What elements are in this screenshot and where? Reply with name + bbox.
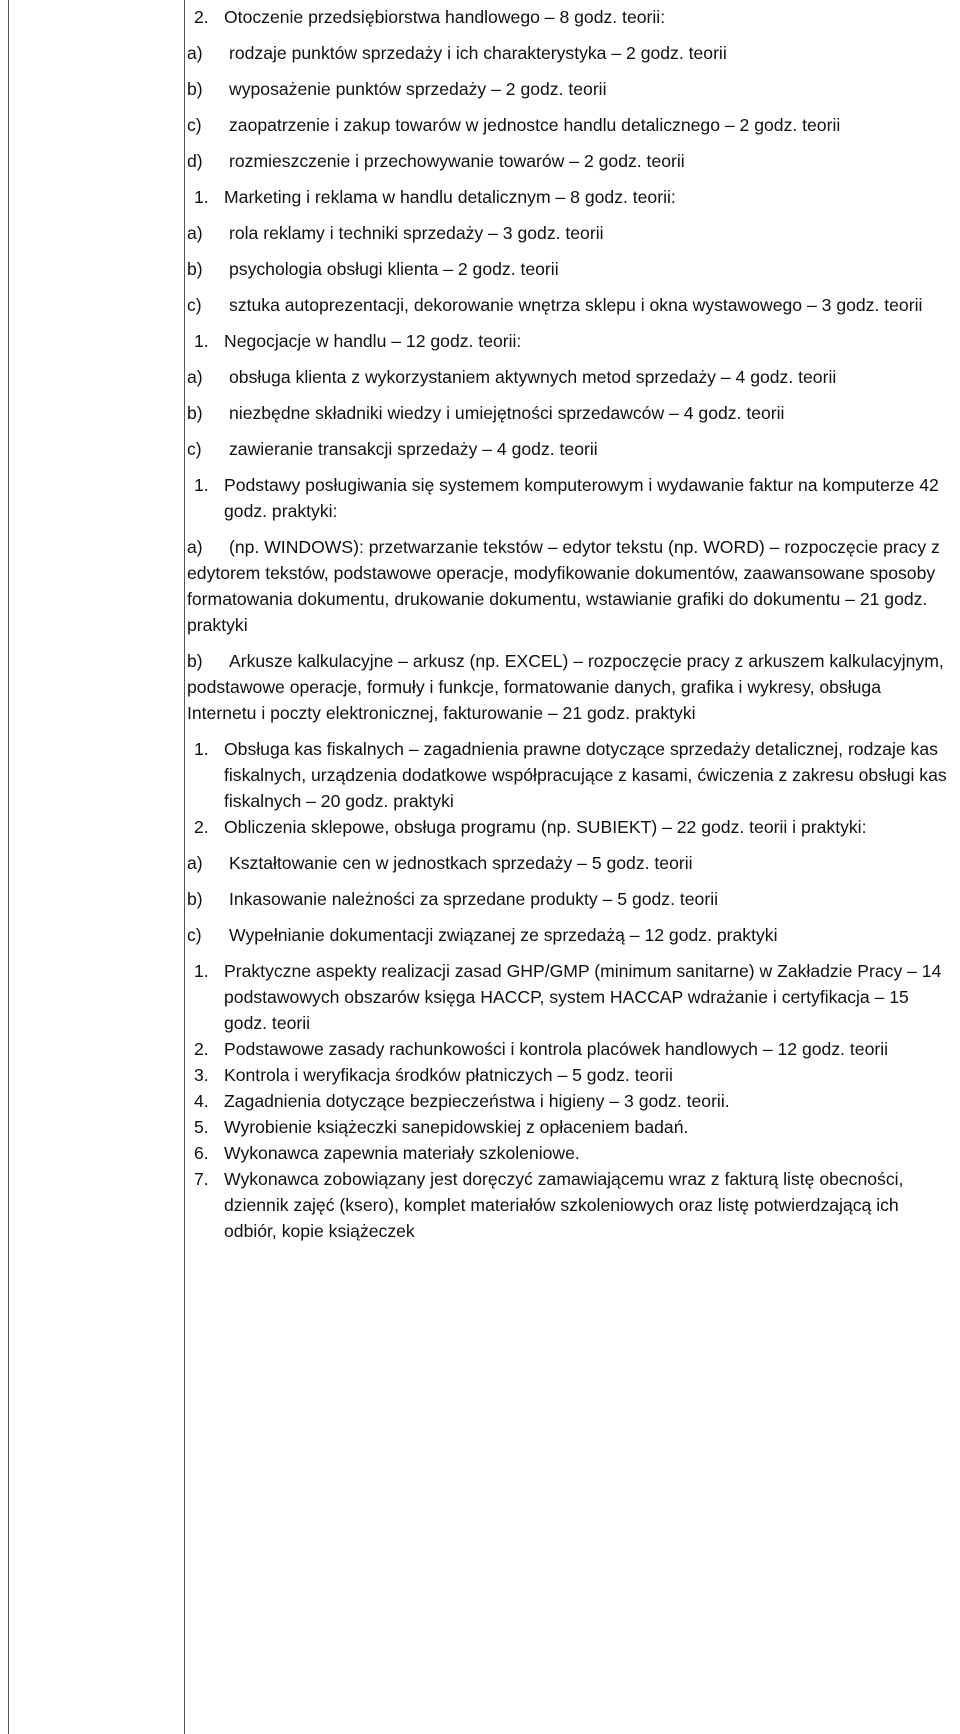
list-item: 7. Wykonawca zobowiązany jest doręczyć zamawiającemu wraz z fakturą listę obecności, dziennik zajęć (ksero), komplet materiałów szkoleniowych oraz listę potwierdzającą ich odbiór, kopie książeczek <box>184 1166 954 1244</box>
section-heading <box>184 736 954 814</box>
list-item: b) Arkusze kalkulacyjne – arkusz (np. EXCEL) – rozpoczęcie pracy z arkuszem kalkulacyjnym, podstawowe operacje, formuły i funkcje, formatowanie danych, grafika i wykresy, obsługa Internetu i poczty elektronicznej, fakturowanie – 21 godz. praktyki <box>187 651 944 723</box>
table-border-left <box>8 0 9 1734</box>
heading-text: Obliczenia sklepowe, obsługa programu (np. SUBIEKT) – 22 godz. teorii i praktyki: <box>224 817 867 837</box>
list-number: 1. <box>194 961 209 981</box>
list-item: c) sztuka autoprezentacji, dekorowanie wnętrza sklepu i okna wystawowego – 3 godz. teorii <box>187 295 923 315</box>
list-item: d) rozmieszczenie i przechowywanie towarów – 2 godz. teorii <box>187 151 685 171</box>
list-item: 4. Zagadnienia dotyczące bezpieczeństwa i higieny – 3 godz. teorii. <box>184 1088 954 1114</box>
list-item: 2. Podstawowe zasady rachunkowości i kontrola placówek handlowych – 12 godz. teorii <box>184 1036 954 1062</box>
list-number: 2. <box>194 817 209 837</box>
list-item: a) rola reklamy i techniki sprzedaży – 3 godz. teorii <box>187 223 604 243</box>
list-item: b) psychologia obsługi klienta – 2 godz. teorii <box>187 259 559 279</box>
list-number: 1. <box>194 187 209 207</box>
list-item: b) Inkasowanie należności za sprzedane produkty – 5 godz. teorii <box>187 889 719 909</box>
list-item: 5. Wyrobienie książeczki sanepidowskiej z opłaceniem badań. <box>184 1114 954 1140</box>
document-body <box>184 4 954 1244</box>
heading-text: Negocjacje w handlu – 12 godz. teorii: <box>224 331 522 351</box>
list-number: 1. <box>194 475 209 495</box>
section-heading <box>184 328 954 354</box>
list-item: a) (np. WINDOWS): przetwarzanie tekstów – edytor tekstu (np. WORD) – rozpoczęcie pracy z edytorem tekstów, podstawowe operacje, modyfikowanie dokumentów, zaawansowane sposoby formatowania dokumentu, drukowanie dokumentu, wstawianie grafiki do dokumentu – 21 godz. praktyki <box>187 537 940 635</box>
heading-text: Obsługa kas fiskalnych – zagadnienia prawne dotyczące sprzedaży detalicznej, rodzaje kas fiskalnych, urządzenia dodatkowe współpracujące z kasami, ćwiczenia z zakresu obsługi kas fiskalnych – 20 godz. praktyki <box>224 739 947 811</box>
list-number: 1. <box>194 739 209 759</box>
section-heading <box>184 4 954 30</box>
heading-text: Otoczenie przedsiębiorstwa handlowego – 8 godz. teorii: <box>224 7 666 27</box>
list-item: a) Kształtowanie cen w jednostkach sprzedaży – 5 godz. teorii <box>187 853 693 873</box>
list-number: 7. <box>194 1169 209 1189</box>
section-heading <box>184 472 954 524</box>
list-item: 6. Wykonawca zapewnia materiały szkoleniowe. <box>184 1140 954 1166</box>
list-number: 3. <box>194 1065 209 1085</box>
list-item: a) rodzaje punktów sprzedaży i ich charakterystyka – 2 godz. teorii <box>187 43 727 63</box>
list-item: b) wyposażenie punktów sprzedaży – 2 godz. teorii <box>187 79 607 99</box>
list-number: 1. <box>194 331 209 351</box>
section-heading <box>184 814 954 840</box>
list-number: 4. <box>194 1091 209 1111</box>
list-item: b) niezbędne składniki wiedzy i umiejętności sprzedawców – 4 godz. teorii <box>187 403 785 423</box>
list-item: 1. Praktyczne aspekty realizacji zasad GHP/GMP (minimum sanitarne) w Zakładzie Pracy – 14 podstawowych obszarów księga HACCP, system HACCAP wdrażanie i certyfikacja – 15 godz. teorii <box>184 958 954 1036</box>
list-item: a) obsługa klienta z wykorzystaniem aktywnych metod sprzedaży – 4 godz. teorii <box>187 367 837 387</box>
list-number: 2. <box>194 7 209 27</box>
list-item: c) zawieranie transakcji sprzedaży – 4 godz. teorii <box>187 439 598 459</box>
list-number: 5. <box>194 1117 209 1137</box>
heading-text: Podstawy posługiwania się systemem komputerowym i wydawanie faktur na komputerze 42 godz. praktyki: <box>224 475 939 521</box>
list-number: 6. <box>194 1143 209 1163</box>
list-item: c) Wypełnianie dokumentacji związanej ze sprzedażą – 12 godz. praktyki <box>187 925 778 945</box>
section-heading <box>184 184 954 210</box>
list-item: 3. Kontrola i weryfikacja środków płatniczych – 5 godz. teorii <box>184 1062 954 1088</box>
heading-text: Marketing i reklama w handlu detalicznym – 8 godz. teorii: <box>224 187 676 207</box>
list-number: 2. <box>194 1039 209 1059</box>
list-item: c) zaopatrzenie i zakup towarów w jednostce handlu detalicznego – 2 godz. teorii <box>187 115 841 135</box>
